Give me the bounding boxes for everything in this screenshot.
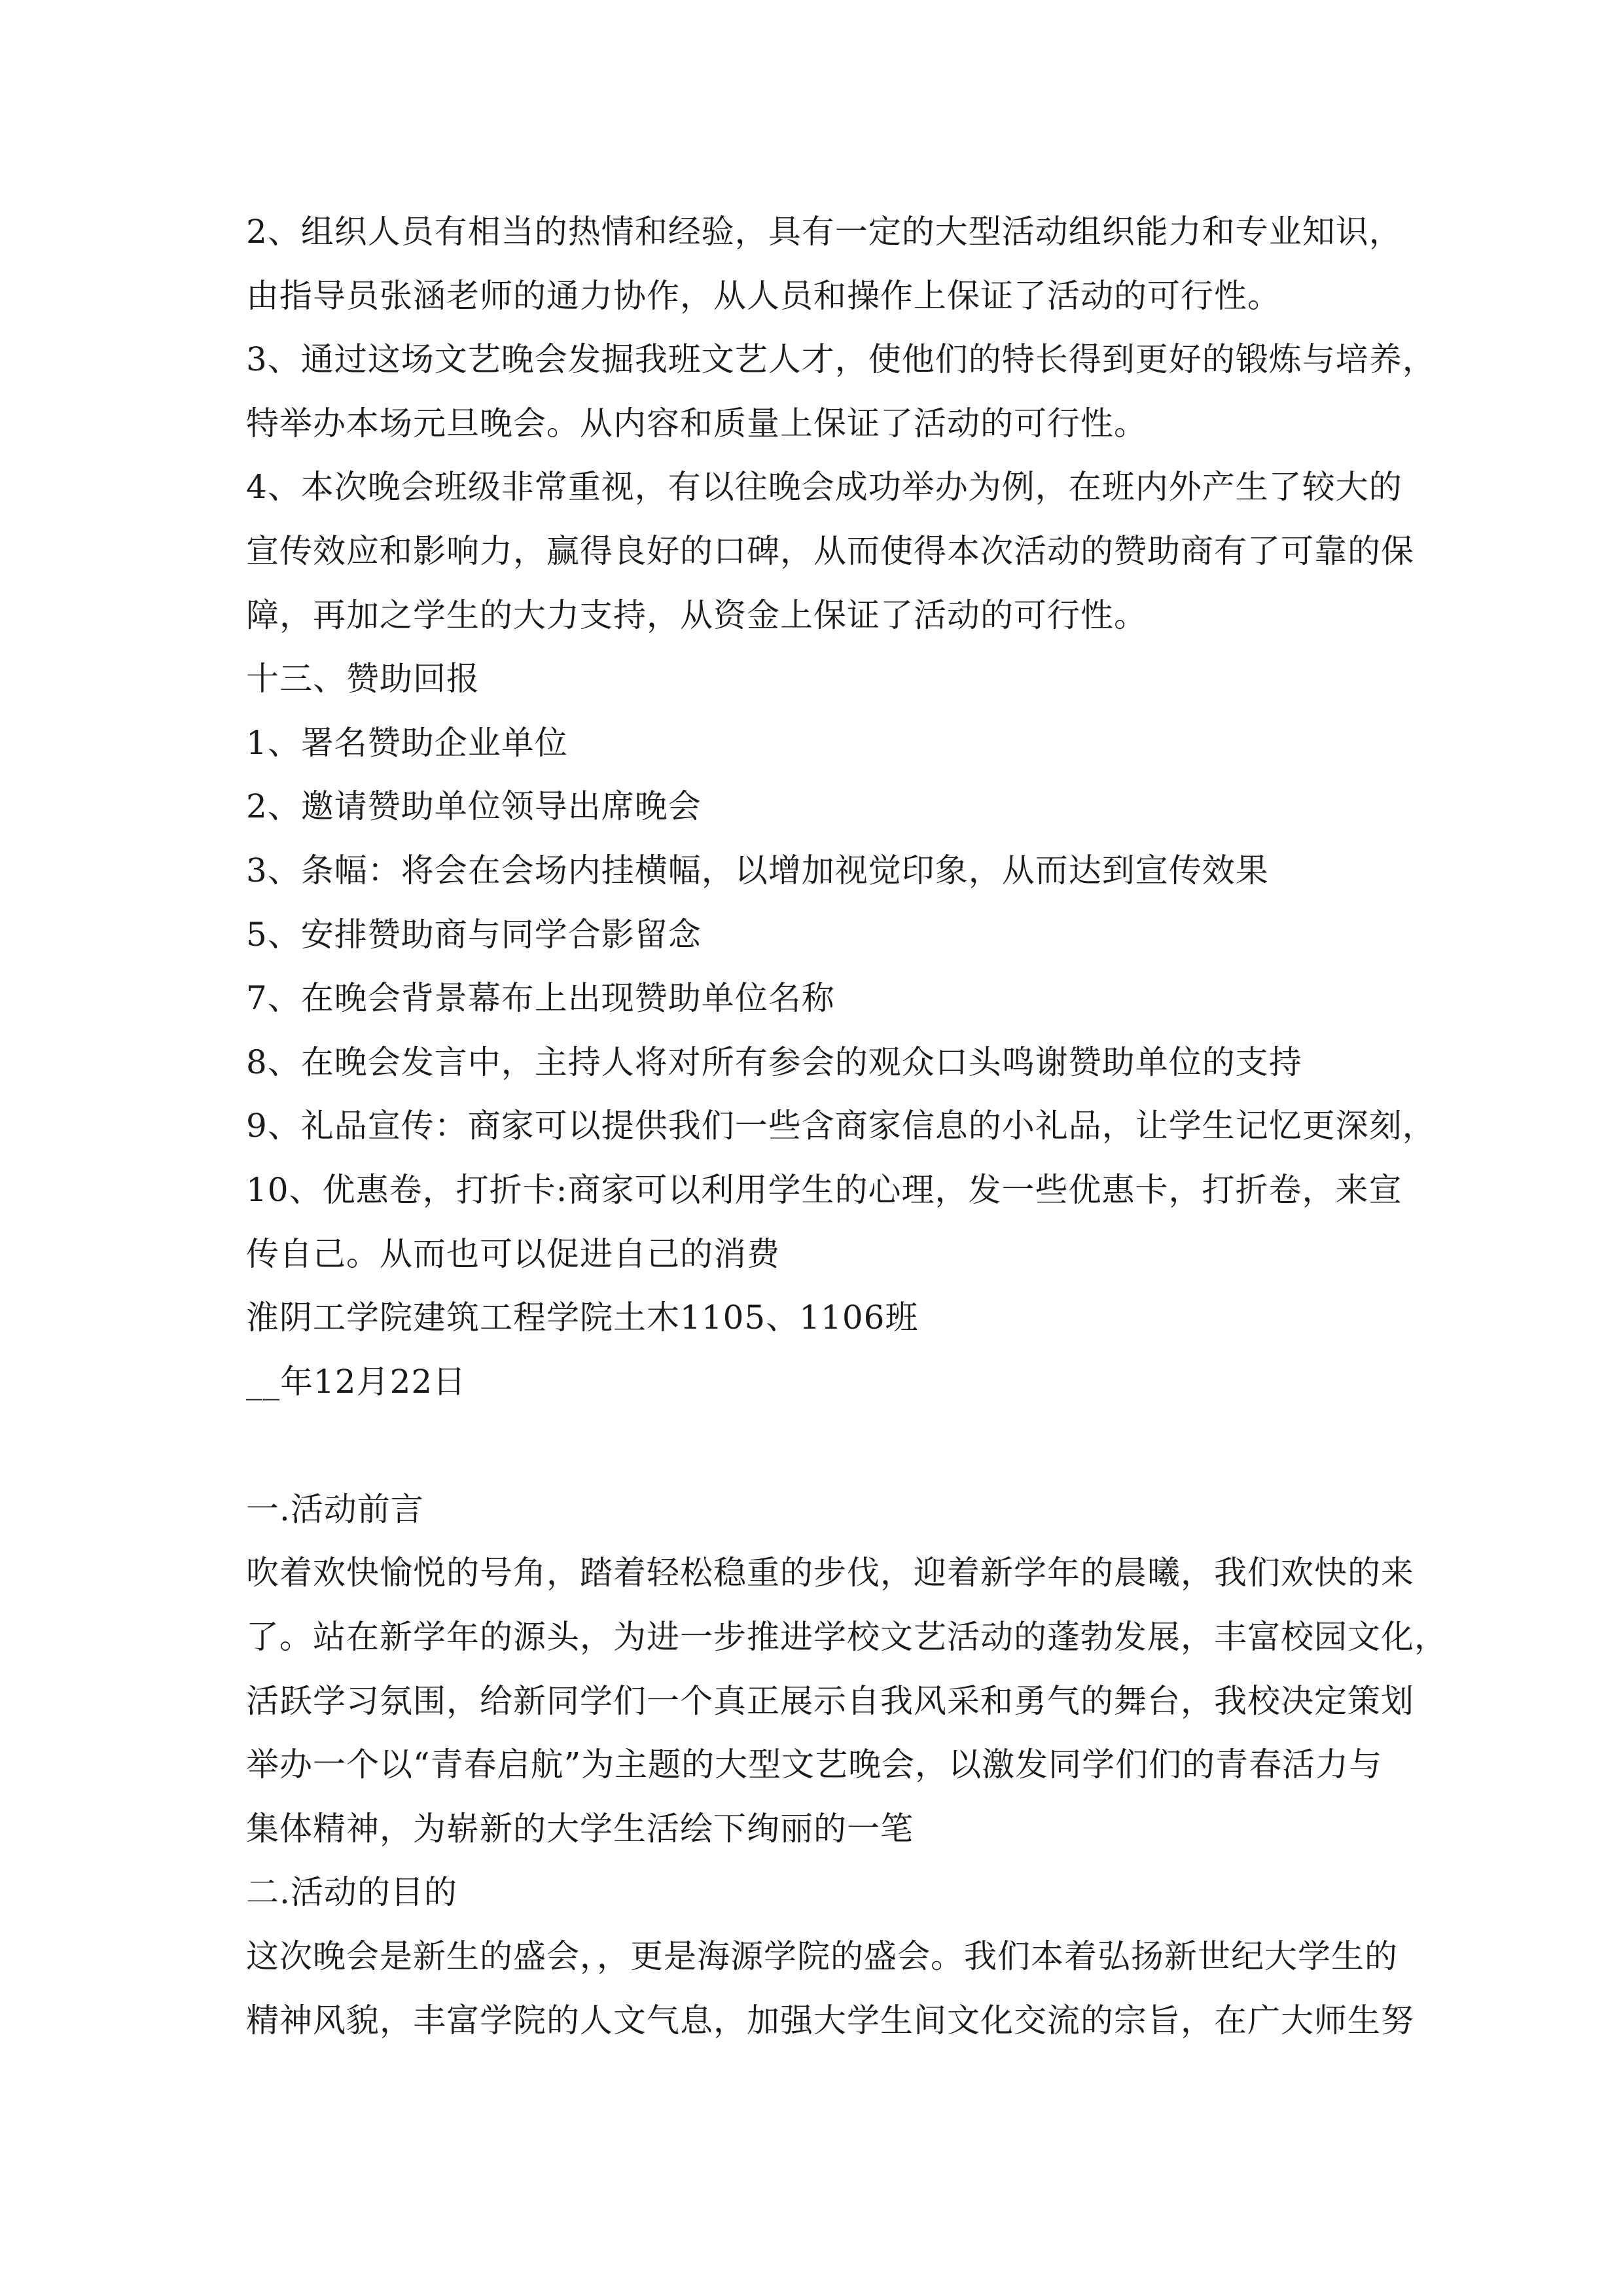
list-item: 8、在晚会发言中，主持人将对所有参会的观众口头鸣谢赞助单位的支持 — [246, 1043, 1302, 1081]
list-item: 9、礼品宣传：商家可以提供我们一些含商家信息的小礼品，让学生记忆更深刻， — [246, 1107, 1436, 1145]
text-line: 宣传效应和影响力，赢得良好的口碑，从而使得本次活动的赞助商有了可靠的保 — [246, 531, 1414, 570]
text-line: 集体精神，为崭新的大学生活绘下绚丽的一笔 — [246, 1809, 914, 1848]
text-line: 举办一个以“青春启航”为主题的大型文艺晚会，以激发同学们们的青春活力与 — [246, 1746, 1383, 1784]
text-line: 3、通过这场文艺晚会发掘我班文艺人才，使他们的特长得到更好的锻炼与培养， — [246, 340, 1436, 379]
text-line: 活跃学习氛围，给新同学们一个真正展示自我风采和勇气的舞台，我校决定策划 — [246, 1681, 1414, 1720]
section-heading: 一.活动前言 — [246, 1490, 424, 1528]
section-heading: 十三、赞助回报 — [246, 660, 480, 698]
list-item: 3、条幅：将会在会场内挂横幅，以增加视觉印象，从而达到宣传效果 — [246, 851, 1269, 889]
signature-org: 淮阴工学院建筑工程学院土木1105、1106班 — [246, 1299, 919, 1337]
text-line: 这次晚会是新生的盛会，，更是海源学院的盛会。我们本着弘扬新世纪大学生的 — [246, 1937, 1398, 1976]
blank-line — [246, 1414, 1411, 1478]
list-item: 2、邀请赞助单位领导出席晚会 — [246, 787, 702, 826]
text-line: 障，再加之学生的大力支持，从资金上保证了活动的可行性。 — [246, 596, 1147, 634]
list-item: 10、优惠卷，打折卡:商家可以利用学生的心理，发一些优惠卡，打折卷，来宣 — [246, 1170, 1402, 1209]
text-line: 特举办本场元旦晚会。从内容和质量上保证了活动的可行性。 — [246, 404, 1147, 442]
document-body — [246, 200, 1448, 2053]
text-line: 传自己。从而也可以促进自己的消费 — [246, 1234, 780, 1273]
text-line: 了。站在新学年的源头，为进一步推进学校文艺活动的蓬勃发展，丰富校园文化， — [246, 1618, 1448, 1657]
text-line: 2、组织人员有相当的热情和经验，具有一定的大型活动组织能力和专业知识， — [246, 213, 1402, 251]
signature-date: __年12月22日 — [246, 1362, 467, 1401]
section-heading: 二.活动的目的 — [246, 1873, 457, 1912]
list-item: 7、在晚会背景幕布上出现赞助单位名称 — [246, 979, 835, 1018]
list-item: 5、安排赞助商与同学合影留念 — [246, 915, 702, 954]
text-line: 由指导员张涵老师的通力协作，从人员和操作上保证了活动的可行性。 — [246, 276, 1281, 315]
text-line: 吹着欢快愉悦的号角，踏着轻松稳重的步伐，迎着新学年的晨曦，我们欢快的来 — [246, 1554, 1414, 1592]
text-line: 精神风貌，丰富学院的人文气息，加强大学生间文化交流的宗旨，在广大师生努 — [246, 2001, 1414, 2039]
list-item: 1、署名赞助企业单位 — [246, 723, 568, 762]
text-line: 4、本次晚会班级非常重视，有以往晚会成功举办为例，在班内外产生了较大的 — [246, 468, 1402, 507]
